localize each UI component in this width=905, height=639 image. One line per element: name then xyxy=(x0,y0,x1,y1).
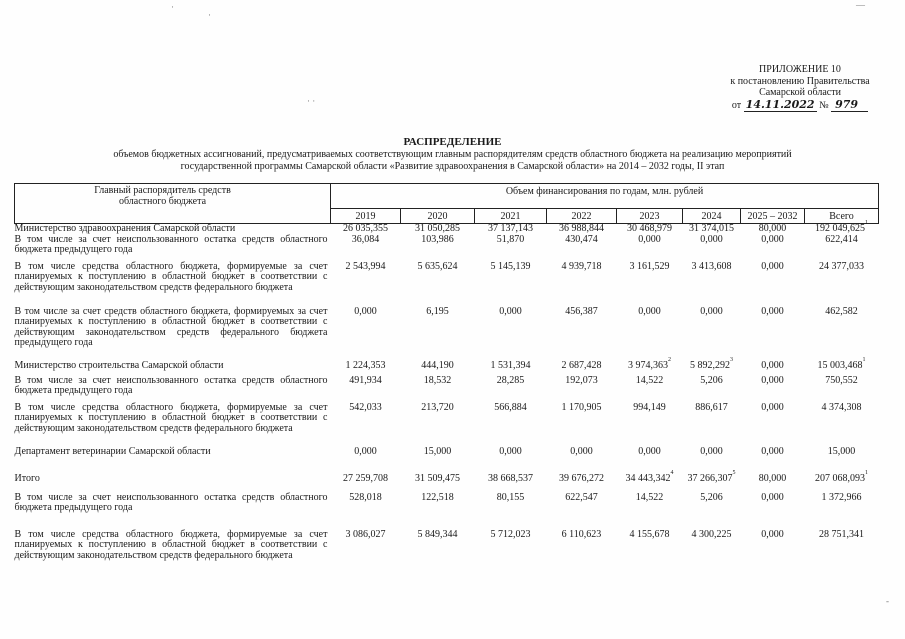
cell-value: 5 892,292 xyxy=(690,359,730,371)
cell-value: 0,000 xyxy=(354,305,377,317)
row-label: Министерство строительства Самарской области xyxy=(14,359,224,371)
value-cell xyxy=(475,235,547,262)
value-cell xyxy=(331,361,401,376)
cell-value: 80,155 xyxy=(496,491,525,503)
table-row xyxy=(15,262,879,307)
cell-value: 31 509,475 xyxy=(415,472,460,484)
cell-value: 192 049,625 xyxy=(815,223,865,234)
year-header: 2025 – 2032 xyxy=(741,209,805,224)
cell-value: 192,073 xyxy=(565,374,598,386)
table-row xyxy=(15,235,879,262)
row-label: Департамент ветеринарии Самарской области xyxy=(14,445,211,457)
value-cell xyxy=(475,403,547,447)
cell-value: 1 372,966 xyxy=(821,491,862,503)
footnote-mark: 1 xyxy=(862,356,866,363)
cell-value: 14,522 xyxy=(635,491,664,503)
cell-value: 456,387 xyxy=(565,305,598,317)
value-cell xyxy=(741,403,805,447)
cell-value: 36,084 xyxy=(351,233,380,245)
year-header: Всего xyxy=(805,209,879,224)
cell-value: 5 635,624 xyxy=(417,260,458,272)
value-cell xyxy=(683,469,741,493)
year-header: 2024 xyxy=(683,209,741,224)
date-prefix: от xyxy=(731,99,742,111)
subtitle-line-1: объемов бюджетных ассигнований, предусматриваемых соответствующим главным распорядителям средств областного бюджета на реализацию мероприятий xyxy=(113,149,792,160)
value-cell xyxy=(741,235,805,262)
cell-value: 5 849,344 xyxy=(417,528,458,540)
budget-table xyxy=(14,183,879,570)
value-cell xyxy=(617,376,683,403)
value-cell xyxy=(683,356,741,376)
cell-value: 444,190 xyxy=(421,359,454,371)
cell-value: 0,000 xyxy=(499,305,522,317)
cell-value: 15,000 xyxy=(423,445,452,457)
cell-value: 0,000 xyxy=(761,374,784,386)
table-row xyxy=(15,307,879,361)
cell-value: 122,518 xyxy=(421,491,454,503)
row-label: В том числе средства областного бюджета, формируемые за счет планируемых к поступлению в областной бюджет в соответствии с действующим законодательством средств федерального бюджета xyxy=(14,528,328,561)
cell-value: 4 155,678 xyxy=(629,528,670,540)
appendix-resolution: к постановлению Правительства xyxy=(730,75,870,87)
value-cell xyxy=(331,530,401,570)
handwritten-number: 979 xyxy=(831,98,868,112)
appendix-title: ПРИЛОЖЕНИЕ 10 xyxy=(759,64,841,75)
cell-value: 0,000 xyxy=(499,445,522,457)
cell-value: 2 543,994 xyxy=(345,260,386,272)
cell-value: 5 145,139 xyxy=(490,260,531,272)
value-cell xyxy=(805,262,879,307)
value-cell xyxy=(617,307,683,361)
cell-value: 622,547 xyxy=(565,491,598,503)
value-cell xyxy=(741,361,805,376)
value-cell xyxy=(741,262,805,307)
value-cell xyxy=(547,530,617,570)
cell-value: 1 224,353 xyxy=(345,359,386,371)
table-row xyxy=(15,403,879,447)
cell-value: 30 468,979 xyxy=(627,223,672,234)
table-row xyxy=(15,376,879,403)
value-cell xyxy=(741,493,805,530)
row-label: В том числе за счет неиспользованного остатка средств областного бюджета предыдущего года xyxy=(14,374,328,396)
value-cell xyxy=(805,469,879,493)
value-cell xyxy=(617,356,683,376)
cell-value: 4 374,308 xyxy=(821,401,862,413)
value-cell xyxy=(805,307,879,361)
value-cell xyxy=(547,235,617,262)
cell-value: 0,000 xyxy=(354,445,377,457)
cell-value: 26 035,355 xyxy=(343,223,388,234)
value-cell xyxy=(741,376,805,403)
appendix-date-line xyxy=(700,99,900,112)
cell-value: 0,000 xyxy=(761,233,784,245)
cell-value: 430,474 xyxy=(565,233,598,245)
year-header: 2019 xyxy=(331,209,401,224)
appendix-block xyxy=(700,64,900,111)
row-label: В том числе за счет неиспользованного остатка средств областного бюджета предыдущего года xyxy=(14,491,328,513)
value-cell xyxy=(331,474,401,493)
value-cell xyxy=(805,356,879,376)
value-cell xyxy=(475,361,547,376)
footnote-mark: 2 xyxy=(668,356,671,363)
value-cell xyxy=(617,235,683,262)
main-column-header: Главный распорядитель средств областного бюджета xyxy=(15,184,331,224)
cell-value: 37 137,143 xyxy=(488,223,533,234)
cell-value: 3 086,027 xyxy=(345,528,386,540)
value-cell xyxy=(741,530,805,570)
cell-value: 462,582 xyxy=(825,305,858,317)
value-cell xyxy=(401,376,475,403)
cell-value: 0,000 xyxy=(761,305,784,317)
cell-value: 886,617 xyxy=(695,401,728,413)
value-cell xyxy=(475,493,547,530)
cell-value: 0,000 xyxy=(638,445,661,457)
cell-value: 24 377,033 xyxy=(819,260,864,272)
value-cell xyxy=(401,447,475,474)
document-subtitle xyxy=(0,149,905,172)
value-cell xyxy=(401,307,475,361)
cell-value: 6 110,623 xyxy=(561,528,602,540)
cell-value: 18,532 xyxy=(423,374,452,386)
value-cell xyxy=(475,474,547,493)
value-cell xyxy=(683,493,741,530)
value-cell xyxy=(401,262,475,307)
table-row xyxy=(15,361,879,376)
value-cell xyxy=(741,447,805,474)
number-prefix: № xyxy=(819,99,829,111)
cell-value: 750,552 xyxy=(825,374,858,386)
value-cell xyxy=(475,376,547,403)
cell-value: 622,414 xyxy=(825,233,858,245)
cell-value: 0,000 xyxy=(700,305,723,317)
cell-value: 0,000 xyxy=(638,233,661,245)
cell-value: 3 161,529 xyxy=(629,260,670,272)
table-row xyxy=(15,447,879,474)
value-cell xyxy=(475,262,547,307)
footnote-mark: 3 xyxy=(730,356,733,363)
cell-value: 4 300,225 xyxy=(691,528,732,540)
financing-group-header: Объем финансирования по годам, млн. рублей xyxy=(331,184,879,209)
cell-value: 4 939,718 xyxy=(561,260,602,272)
value-cell xyxy=(683,530,741,570)
cell-value: 39 676,272 xyxy=(559,472,604,484)
value-cell xyxy=(547,262,617,307)
cell-value: 28 751,341 xyxy=(819,528,864,540)
value-cell xyxy=(617,530,683,570)
cell-value: 207 068,093 xyxy=(815,472,865,484)
cell-value: 80,000 xyxy=(758,223,787,234)
footnote-mark: 5 xyxy=(732,469,736,476)
cell-value: 1 531,394 xyxy=(490,359,531,371)
value-cell xyxy=(401,493,475,530)
value-cell xyxy=(401,474,475,493)
value-cell xyxy=(805,403,879,447)
value-cell xyxy=(331,376,401,403)
value-cell xyxy=(683,235,741,262)
footnote-mark: 1 xyxy=(865,220,868,226)
scan-mark: · xyxy=(208,10,211,20)
table-row xyxy=(15,474,879,493)
cell-value: 27 259,708 xyxy=(343,472,388,484)
row-label: Итого xyxy=(14,472,40,484)
row-label: Министерство здравоохранения Самарской области xyxy=(14,223,236,234)
value-cell xyxy=(741,307,805,361)
cell-value: 51,870 xyxy=(496,233,525,245)
cell-value: 5,206 xyxy=(700,374,723,386)
scan-mark: — xyxy=(856,0,865,10)
cell-value: 0,000 xyxy=(638,305,661,317)
cell-value: 491,934 xyxy=(349,374,382,386)
value-cell xyxy=(331,403,401,447)
cell-value: 0,000 xyxy=(570,445,593,457)
row-label: В том числе за счет средств областного бюджета, формируемых за счет планируемых к поступлению в областной бюджет в соответствии с действующим законодательством средств федерального бюджета предыдущего года xyxy=(14,305,328,348)
cell-value: 5,206 xyxy=(700,491,723,503)
cell-value: 213,720 xyxy=(421,401,454,413)
scan-mark: · · xyxy=(307,96,316,106)
cell-value: 0,000 xyxy=(761,491,784,503)
cell-value: 31 374,015 xyxy=(689,223,734,234)
cell-value: 14,522 xyxy=(635,374,664,386)
cell-value: 3 413,608 xyxy=(691,260,732,272)
cell-value: 36 988,844 xyxy=(559,223,604,234)
year-header: 2020 xyxy=(401,209,475,224)
value-cell xyxy=(475,447,547,474)
value-cell xyxy=(683,307,741,361)
handwritten-date: 14.11.2022 xyxy=(745,97,815,111)
footnote-mark: 4 xyxy=(670,469,674,476)
cell-value: 0,000 xyxy=(761,445,784,457)
value-cell xyxy=(401,235,475,262)
value-cell xyxy=(805,376,879,403)
cell-value: 80,000 xyxy=(758,472,787,484)
year-header: 2021 xyxy=(475,209,547,224)
value-cell xyxy=(805,235,879,262)
cell-value: 0,000 xyxy=(761,260,784,272)
value-cell xyxy=(331,307,401,361)
cell-value: 37 266,307 xyxy=(687,472,733,484)
value-cell xyxy=(805,530,879,570)
cell-value: 0,000 xyxy=(761,401,784,413)
scan-mark: - xyxy=(886,596,889,606)
row-label: В том числе за счет неиспользованного остатка средств областного бюджета предыдущего года xyxy=(14,233,328,255)
table-row xyxy=(15,530,879,570)
value-cell xyxy=(401,361,475,376)
cell-value: 3 974,363 xyxy=(628,359,668,371)
cell-value: 1 170,905 xyxy=(561,401,602,413)
value-cell xyxy=(547,474,617,493)
value-cell xyxy=(547,307,617,361)
value-cell xyxy=(805,493,879,530)
value-cell xyxy=(331,262,401,307)
value-cell xyxy=(547,447,617,474)
value-cell xyxy=(683,447,741,474)
value-cell xyxy=(547,376,617,403)
value-cell xyxy=(617,403,683,447)
cell-value: 28,285 xyxy=(496,374,525,386)
scan-mark: · xyxy=(171,2,174,12)
value-cell xyxy=(683,403,741,447)
value-cell xyxy=(617,262,683,307)
cell-value: 31 050,285 xyxy=(415,223,460,234)
cell-value: 34 443,342 xyxy=(625,472,671,484)
appendix-region: Самарской области xyxy=(759,87,841,98)
cell-value: 6,195 xyxy=(426,305,449,317)
cell-value: 38 668,537 xyxy=(488,472,533,484)
cell-value: 15 003,468 xyxy=(817,359,863,371)
cell-value: 542,033 xyxy=(349,401,382,413)
cell-value: 0,000 xyxy=(700,445,723,457)
cell-value: 528,018 xyxy=(349,491,382,503)
cell-value: 0,000 xyxy=(761,359,784,371)
cell-value: 15,000 xyxy=(827,445,856,457)
cell-value: 103,986 xyxy=(421,233,454,245)
value-cell xyxy=(331,447,401,474)
cell-value: 0,000 xyxy=(700,233,723,245)
value-cell xyxy=(331,235,401,262)
value-cell xyxy=(475,530,547,570)
cell-value: 0,000 xyxy=(761,528,784,540)
value-cell xyxy=(683,376,741,403)
value-cell xyxy=(617,469,683,493)
value-cell xyxy=(331,493,401,530)
value-cell xyxy=(547,403,617,447)
value-cell xyxy=(741,474,805,493)
value-cell xyxy=(547,493,617,530)
footnote-mark: 1 xyxy=(865,469,868,476)
cell-value: 5 712,023 xyxy=(490,528,531,540)
cell-value: 566,884 xyxy=(494,401,527,413)
cell-value: 2 687,428 xyxy=(561,359,602,371)
year-header: 2023 xyxy=(617,209,683,224)
value-cell xyxy=(547,361,617,376)
value-cell xyxy=(475,307,547,361)
table-row xyxy=(15,493,879,530)
row-label: В том числе средства областного бюджета, формируемые за счет планируемых к поступлению в областной бюджет в соответствии с действующим законодательством средств федерального бюджета xyxy=(14,260,328,293)
document-title: РАСПРЕДЕЛЕНИЕ xyxy=(403,136,502,148)
year-header: 2022 xyxy=(547,209,617,224)
value-cell xyxy=(401,530,475,570)
cell-value: 994,149 xyxy=(633,401,666,413)
value-cell xyxy=(617,493,683,530)
subtitle-line-2: государственной программы Самарской области «Развитие здравоохранения в Самарской области» на 2014 – 2032 годы, II этап xyxy=(180,160,725,172)
value-cell xyxy=(401,403,475,447)
row-label: В том числе средства областного бюджета, формируемые за счет планируемых к поступлению в областной бюджет в соответствии с действующим законодательством средств федерального бюджета xyxy=(14,401,328,434)
value-cell xyxy=(683,262,741,307)
